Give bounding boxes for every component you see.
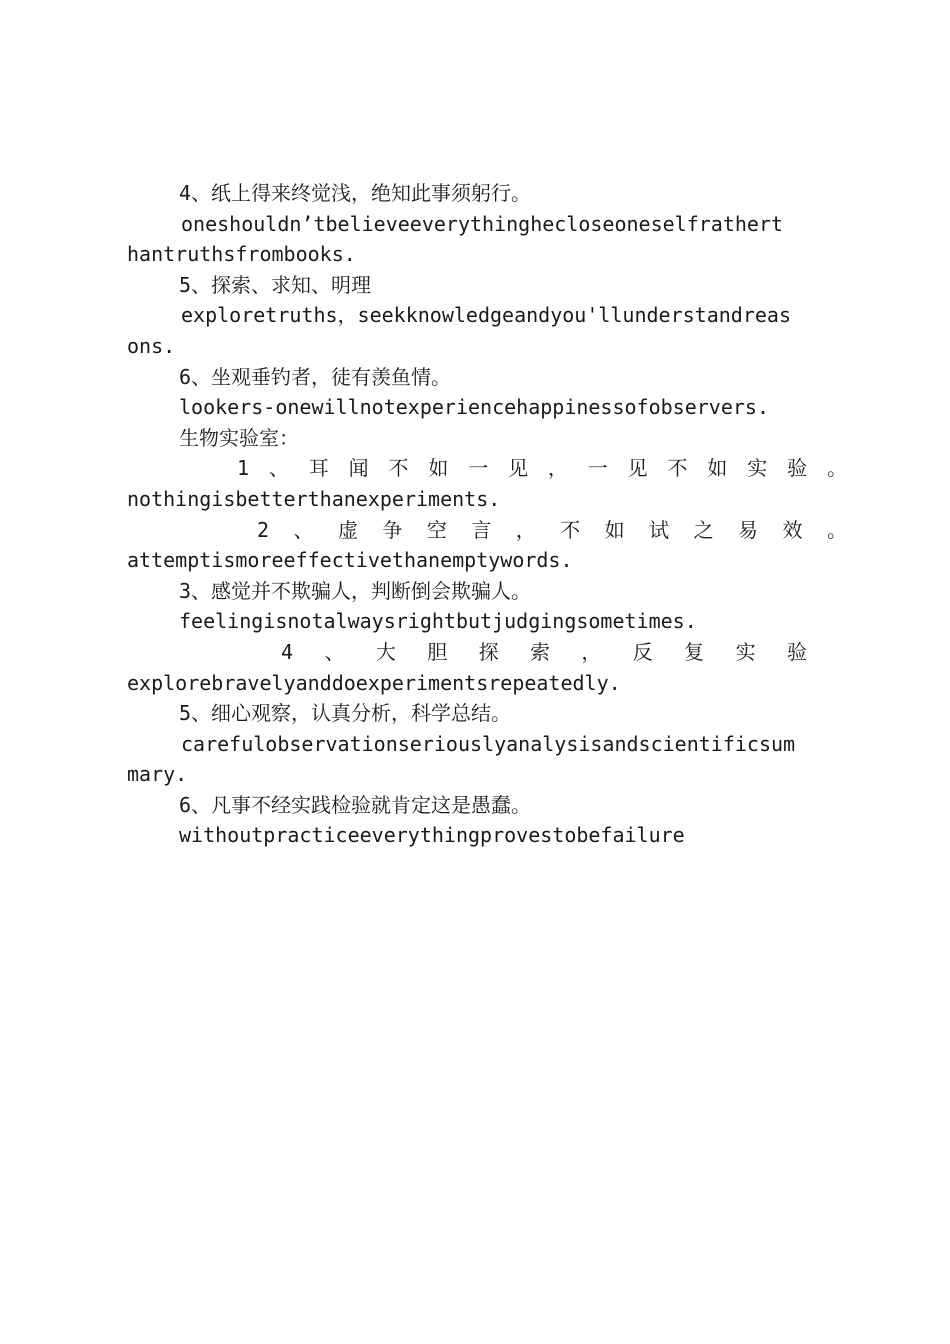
justified-char: 空	[426, 517, 447, 542]
justified-char: ，	[515, 517, 536, 542]
justified-char: 实	[735, 639, 756, 664]
text-line: exploretruths，seekknowledgeandyou'llunderstandreas	[181, 303, 792, 328]
justified-char: 试	[649, 517, 670, 542]
text-line: 3、感觉并不欺骗人，判断倒会欺骗人。	[179, 578, 532, 603]
text-line: mary.	[127, 762, 188, 787]
text-line: hantruthsfrombooks.	[127, 242, 356, 267]
text-line: withoutpracticeeverythingprovestobefailure	[179, 823, 685, 848]
justified-char: 言	[471, 517, 492, 542]
text-line: oneshouldn’tbelieveeverythinghecloseoneselfrathert	[181, 211, 784, 236]
text-line: attemptismoreeffectivethanemptywords.	[127, 548, 573, 573]
justified-char: 易	[738, 517, 759, 542]
justified-char: 、	[324, 639, 345, 664]
section-heading: 生物实验室：	[179, 425, 299, 450]
justified-char: 验	[787, 456, 808, 481]
justified-line	[127, 453, 847, 484]
justified-char: 如	[604, 517, 625, 542]
justified-char: 闻	[348, 456, 369, 481]
text-line: carefulobservationseriouslyanalysisandscientificsum	[181, 731, 796, 756]
justified-char: 不	[388, 456, 409, 481]
text-line: 5、探索、求知、明理	[179, 272, 372, 297]
justified-char: 胆	[427, 639, 448, 664]
justified-char: 反	[632, 639, 653, 664]
justified-char: 大	[375, 639, 396, 664]
text-line: 4、纸上得来终觉浅，绝知此事须躬行。	[179, 181, 532, 205]
justified-char: 争	[382, 517, 403, 542]
text-line: feelingisnotalwaysrightbutjudgingsometimes.	[179, 609, 697, 634]
justified-char: 见	[508, 456, 529, 481]
justified-char: 效	[782, 517, 803, 542]
justified-char: 探	[478, 639, 499, 664]
justified-line	[127, 515, 847, 546]
justified-char: 、	[293, 517, 314, 542]
justified-line	[127, 637, 847, 668]
text-line: lookers-onewillnotexperiencehappinessofobservers.	[179, 395, 770, 420]
justified-char: 一	[468, 456, 489, 481]
justified-char: 。	[826, 456, 847, 481]
justified-char: 如	[428, 456, 449, 481]
justified-char: 实	[747, 456, 768, 481]
text-line: 5、细心观察，认真分析，科学总结。	[179, 701, 512, 726]
justified-char: 之	[693, 517, 714, 542]
justified-char: ，	[581, 639, 602, 664]
justified-char: 1	[237, 456, 250, 481]
justified-char: 复	[684, 639, 705, 664]
text-line: 6、凡事不经实践检验就肯定这是愚蠢。	[179, 792, 532, 817]
justified-char: 虚	[337, 517, 358, 542]
justified-char: 。	[826, 517, 847, 542]
justified-char: 验	[786, 639, 807, 664]
justified-char: 如	[707, 456, 728, 481]
text-line: 6、坐观垂钓者，徒有羡鱼情。	[179, 364, 452, 389]
justified-char: 2	[257, 517, 270, 542]
justified-char: 、	[268, 456, 289, 481]
text-line: ons.	[127, 333, 176, 358]
justified-char: 不	[560, 517, 581, 542]
justified-char: 4	[281, 639, 294, 664]
justified-char: 不	[667, 456, 688, 481]
justified-char: ，	[547, 456, 568, 481]
justified-char: 见	[627, 456, 648, 481]
justified-char: 耳	[308, 456, 329, 481]
text-line: nothingisbetterthanexperiments.	[127, 486, 501, 511]
justified-char: 索	[530, 639, 550, 664]
text-line: explorebravelyanddoexperimentsrepeatedly.	[127, 670, 621, 695]
justified-char: 一	[587, 456, 608, 481]
document-body	[127, 178, 847, 851]
